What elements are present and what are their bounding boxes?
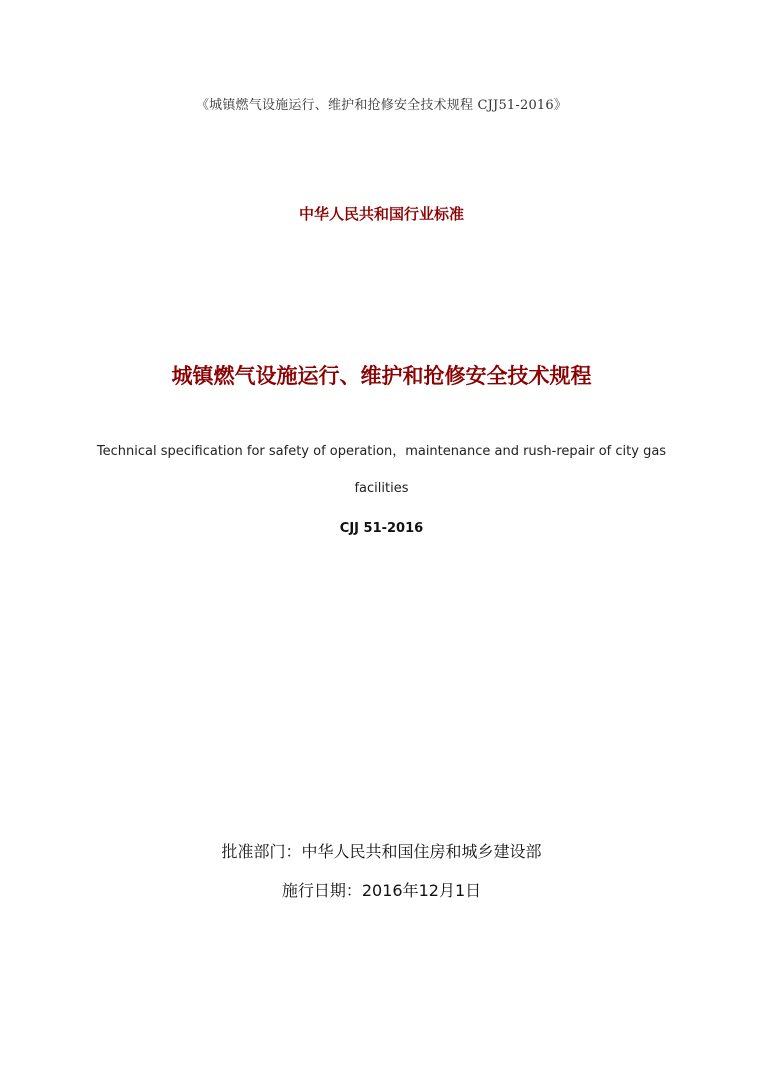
approval-department: 批准部门：中华人民共和国住房和城乡建设部 — [221, 842, 542, 861]
document-title-chinese: 城镇燃气设施运行、维护和抢修安全技术规程 — [171, 364, 592, 388]
running-header: 《城镇燃气设施运行、维护和抢修安全技术规程 CJJ51-2016》 — [195, 98, 568, 113]
standard-type-heading: 中华人民共和国行业标准 — [298, 205, 464, 223]
standard-number: CJJ 51-2016 — [339, 521, 424, 536]
document-title-english: Technical specification for safety of operation，maintenance and rush-repair of city gas — [96, 444, 667, 459]
effective-date: 施行日期：2016年12月1日 — [281, 881, 482, 900]
document-title-english-continued: facilities — [354, 481, 409, 496]
